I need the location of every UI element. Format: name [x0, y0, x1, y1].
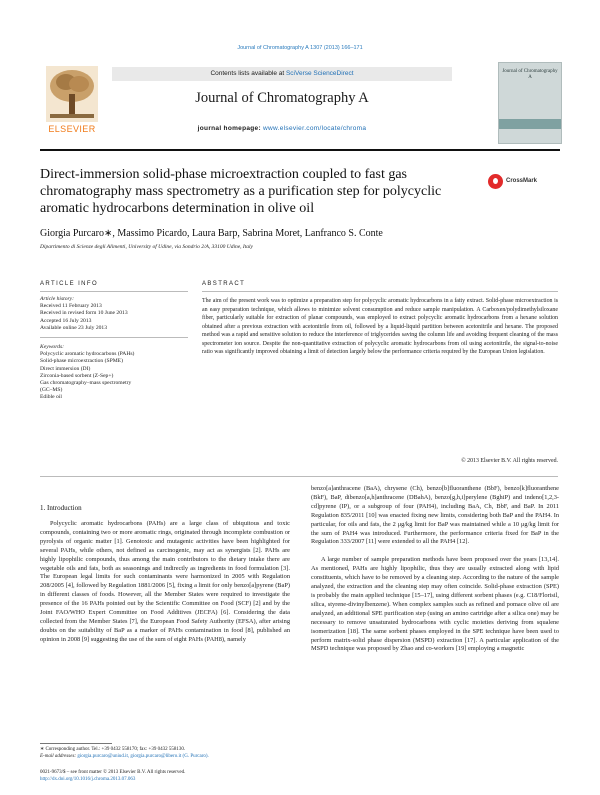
article-info-rule [40, 291, 188, 292]
keywords-block [40, 344, 188, 402]
left-column [40, 520, 290, 645]
keyword-item: Zirconia-based sorbent (Z-Sep+) [40, 372, 114, 379]
doi-link[interactable]: http://dx.doi.org/10.1016/j.chroma.2013.07.063 [40, 777, 136, 782]
keyword-item: Direct immersion (DI) [40, 365, 91, 372]
paragraph: Polycyclic aromatic hydrocarbons (PAHs) are a large class of ubiquitous and toxic compounds, containing two or more aromatic rings, originated through incomplete combustion or pyrolysis of organic matter [1]. Genotoxic and mutagenic activities have been highlighted for several PAHs, while others, not defined as carcinogenic, may act as synergists [2]. PAHs are highly lipophilic compounds, thus among the main contributors to the dietary intake there are vegetable oils and fats, both as seasonings and indirectly as ingredients in food formulation [3]. The European legal limits for such contaminants were harmonized in 2005 with Regulation 208/2005 [4], followed by Regulation 1881/2006 [5], fixing a limit for only benzo[a]pyrene (BaP) in different classes of foods. However, all the Member States were required to investigate the presence of the 16 PAHs pointed out by the Scientific Committee on Food (SCF) [2] and by the Joint FAO/WHO Expert Committee on Food Additives (JECFA) [6]. Considering the data collected from the Member States [7], the European Food Safety Authority (EFSA), after arising doubts on the suitability of BaP as a marker of PAHs contamination in food [8], published an opinion in 2008 [9] suggesting the use of the sum of eight PAHs (PAH8), namely [40, 520, 290, 643]
crossmark-badge[interactable] [488, 172, 558, 192]
keyword-item: Edible oil [40, 394, 62, 401]
right-column [311, 485, 559, 654]
masthead-center [112, 62, 452, 142]
paragraph: A large number of sample preparation methods have been proposed over the years [13,14]. As mentioned, PAHs are highly lipophilic, thus they are usually extracted along with lipid constituents, which have to be removed by a cleaning step. According to the nature of the sample analyzed, the extraction and the cleaning step may often coincide. Solid-phase extraction (SPE) is probably the main applied technique [15–17], using different sorbent phases (e.g. C18/Florisil, silica, styrene-divinylbenzene). When complex samples such as refined and pomace olive oil are analyzed, an additional SPE purification step (using an amino cartridge after a silica one) may be necessary to remove unsaturated hydrocarbons with cyclic moieties deriving from squalene isomerization [18]. The same sorbent phases employed in the SPE technique have been used to perform matrix-solid phase dispersion (MSPD) extraction [17]. A particular application of the MSPD technique was proposed by Zhao and co-workers [19] employing a magnetic [311, 556, 559, 653]
section-heading-introduction: 1. Introduction [40, 504, 82, 512]
history-revised: Received in revised form 10 June 2013 [40, 310, 128, 317]
keyword-item: (GC–MS) [40, 387, 63, 394]
crossmark-icon [488, 174, 503, 189]
abstract-text: The aim of the present work was to optimize a preparation step for polycyclic aromatic hydrocarbons in a fatty extract. Solid-phase microextraction is an easy preparation technique, which allows to minimize solvent consumption and reduce sample manipulation. A Carboxen/polydimethylsiloxane fiber, particularly suitable for extraction of planar compounds, was employed to extract polycyclic aromatic hydrocarbons from a hexane solution obtained after a previous extraction with acetonitrile from oil, followed by a liquid-liquid partition between acetonitrile and hexane. The proposed method was a rapid and sensitive solution to reduce the interference of triglycerides saving the column life and avoiding frequent cleaning of the mass spectrometer ion source. Despite the non-quantitative extraction of polycyclic aromatic hydrocarbons from oil using acetonitrile, the signal-to-noise ratio was significantly improved obtaining a limit of detection largely below the performance criteria required by the European Union legislation. [202, 298, 558, 356]
cover-band [499, 119, 561, 129]
history-received: Received 11 February 2013 [40, 303, 102, 310]
corresponding-author-note: ∗ Corresponding author. Tel.: +39 0432 558170; fax: +39 0432 558130. [40, 747, 186, 752]
crossmark-label: CrossMark [506, 178, 538, 184]
abstract-copyright: © 2013 Elsevier B.V. All rights reserved. [461, 458, 558, 464]
abstract-bottom-rule [40, 476, 558, 477]
contents-bar [112, 67, 452, 81]
contents-prefix: Contents lists available at [210, 70, 286, 77]
journal-homepage [112, 125, 452, 132]
sciencedirect-link[interactable]: SciVerse ScienceDirect [285, 70, 354, 77]
email-label: E-mail addresses: [40, 754, 78, 759]
elsevier-logo [40, 62, 104, 140]
issn-line: 0021-9673/$ – see front matter © 2013 Elsevier B.V. All rights reserved. [40, 770, 186, 775]
publisher-name: ELSEVIER [48, 124, 96, 134]
author-list: Giorgia Purcaro∗, Massimo Picardo, Laura Barp, Sabrina Moret, Lanfranco S. Conte [40, 228, 383, 239]
article-title: Direct-immersion solid-phase microextraction coupled to fast gas chromatography mass spectrometry as a purification step for polycyclic aromatic hydrocarbons determination in olive oil [40, 167, 442, 216]
history-label: Article history: [40, 296, 75, 302]
history-accepted: Accepted 16 July 2013 [40, 317, 92, 324]
journal-title: Journal of Chromatography A [195, 90, 369, 106]
keyword-item: Gas chromatography–mass spectrometry [40, 380, 132, 387]
article-info-heading: ARTICLE INFO [40, 281, 99, 287]
email-links[interactable]: giorgia.purcaro@uniud.it, giorgia.purcaro@libero.it (G. Purcaro). [77, 754, 209, 759]
article-history [40, 296, 188, 332]
masthead-divider [40, 149, 560, 151]
footnotes [40, 746, 300, 760]
abstract-rule [202, 291, 558, 292]
abstract-heading: ABSTRACT [202, 281, 246, 287]
homepage-link[interactable]: www.elsevier.com/locate/chroma [263, 125, 367, 132]
journal-cover-thumbnail [498, 62, 562, 144]
history-rule [40, 337, 188, 338]
history-online: Available online 23 July 2013 [40, 324, 108, 331]
journal-citation[interactable]: Journal of Chromatography A 1307 (2013) 166–171 [237, 45, 363, 51]
footnote-rule [40, 743, 112, 744]
keywords-label: Keywords: [40, 344, 65, 350]
cover-title: Journal of Chromatography A [502, 69, 558, 80]
keyword-item: Solid-phase microextraction (SPME) [40, 358, 123, 365]
homepage-label: journal homepage: [197, 125, 264, 132]
paragraph: benzo[a]anthracene (BaA), chrysene (Ch), benzo[b]fluoranthene (BbF), benzo[k]fluoranthene (BkF), BaP, dibenzo[a,h]anthracene (DBahA), benzo[g,h,i]perylene (BghiP) and indeno[1,2,3-cd]pyrene (IP), or a subgroup of four (PAH4), including BaA, Ch, BbF, and BaP. In 2011 Regulation 835/2011 [10] was enacted fixing new limits, considering both BaP and the PAH4. In particular, for oils and fats, the 2 μg/kg limit for BaP was maintained while a 10 μg/kg limit for the sum of PAH4 was introduced. Furthermore, the performance criteria fixed for BaP in the Regulation 333/2007 [11] were extended to all the PAH4 [12]. [311, 485, 559, 546]
keyword-item: Polycyclic aromatic hydrocarbons (PAHs) [40, 351, 135, 358]
author-affiliation: Dipartimento di Scienze degli Alimenti, University of Udine, via Sondrio 2/A, 33100 Udine, Italy [40, 244, 253, 250]
elsevier-tree-icon [46, 66, 98, 122]
journal-masthead [40, 62, 560, 144]
article-footer [40, 769, 340, 783]
